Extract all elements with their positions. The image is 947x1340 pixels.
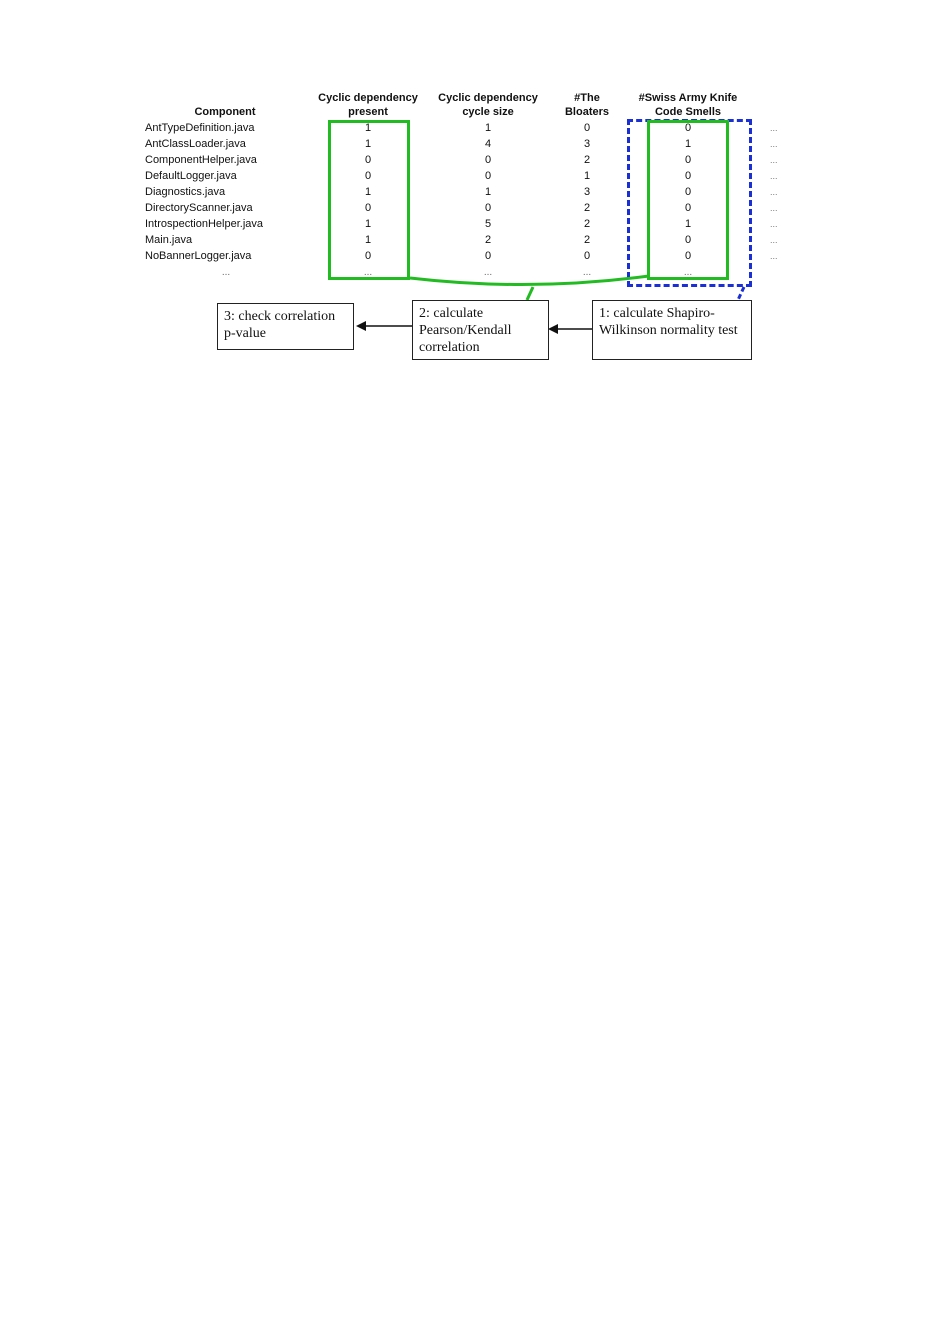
row-more-columns-ellipsis: ... [770,219,778,229]
component-name: AntTypeDefinition.java [145,122,255,134]
row-more-columns-ellipsis: ... [770,155,778,165]
step3-check-correlation-box [217,303,354,350]
cell-present: 1 [364,138,372,150]
header-cycle-size-line1: Cyclic dependency [438,92,538,104]
cell-size: 1 [484,122,492,134]
header-cycle-size-line2: cycle size [462,106,514,118]
component-name: ComponentHelper.java [145,154,257,166]
cell-bloaters: 0 [583,250,591,262]
component-name: DirectoryScanner.java [145,202,253,214]
cell-size: 1 [484,186,492,198]
cell-bloaters: 0 [583,122,591,134]
step1-normality-test-box [592,300,752,360]
cell-bloaters: 2 [583,218,591,230]
component-name: IntrospectionHelper.java [145,218,264,230]
header-bloaters-line2: Bloaters [564,106,610,118]
cell-swiss: 0 [684,186,692,198]
cell-swiss: 0 [684,170,692,182]
step2-label: 2: calculate Pearson/Kendall correlation [419,306,512,355]
row-more-columns-ellipsis: ... [770,235,778,245]
cell-present: 1 [364,218,372,230]
swiss-ellipsis: ... [683,267,693,278]
header-component: Component [194,106,256,118]
cell-size: 0 [484,170,492,182]
cell-swiss: 0 [684,154,692,166]
cell-bloaters: 2 [583,154,591,166]
cell-swiss: 1 [684,218,692,230]
cell-present: 0 [364,250,372,262]
cell-swiss: 0 [684,202,692,214]
header-cyclic-present-line2: present [348,106,388,118]
cell-present: 1 [364,122,372,134]
size-ellipsis: ... [483,267,493,278]
component-ellipsis: ... [221,267,231,278]
header-bloaters-line1: #The [574,92,600,104]
cell-bloaters: 2 [583,202,591,214]
row-more-columns-ellipsis: ... [770,187,778,197]
step2-calculate-correlation-box [412,300,549,360]
bloaters-ellipsis: ... [582,267,592,278]
row-more-columns-ellipsis: ... [770,123,778,133]
cell-bloaters: 3 [583,186,591,198]
blue-to-step1-connector [738,287,744,300]
component-name: Diagnostics.java [145,186,226,198]
cell-size: 5 [484,218,492,230]
cell-size: 0 [484,250,492,262]
cell-size: 0 [484,154,492,166]
arrowhead-step3 [356,321,366,331]
present-ellipsis: ... [363,267,373,278]
step1-label: 1: calculate Shapiro-Wilkinson normality test [599,306,738,338]
row-more-columns-ellipsis: ... [770,171,778,181]
component-name: NoBannerLogger.java [145,250,252,262]
green-bracket-curve [410,276,649,285]
cell-present: 1 [364,186,372,198]
step3-label: 3: check correlation p-value [224,309,336,341]
cell-present: 0 [364,170,372,182]
cell-size: 4 [484,138,492,150]
cell-bloaters: 2 [583,234,591,246]
row-more-columns-ellipsis: ... [770,203,778,213]
cell-size: 2 [484,234,492,246]
cell-bloaters: 3 [583,138,591,150]
component-name: Main.java [145,234,193,246]
cell-size: 0 [484,202,492,214]
header-swiss-line2: Code Smells [654,106,722,118]
cell-swiss: 0 [684,250,692,262]
cell-swiss: 0 [684,122,692,134]
header-cyclic-present-line1: Cyclic dependency [318,92,418,104]
cell-bloaters: 1 [583,170,591,182]
green-bracket-stem [527,287,533,300]
cell-swiss: 1 [684,138,692,150]
cell-swiss: 0 [684,234,692,246]
row-more-columns-ellipsis: ... [770,139,778,149]
arrowhead-step2 [548,324,558,334]
component-name: DefaultLogger.java [145,170,237,182]
cell-present: 0 [364,202,372,214]
cell-present: 0 [364,154,372,166]
component-name: AntClassLoader.java [145,138,246,150]
row-more-columns-ellipsis: ... [770,251,778,261]
header-swiss-line1: #Swiss Army Knife [638,92,738,104]
cell-present: 1 [364,234,372,246]
